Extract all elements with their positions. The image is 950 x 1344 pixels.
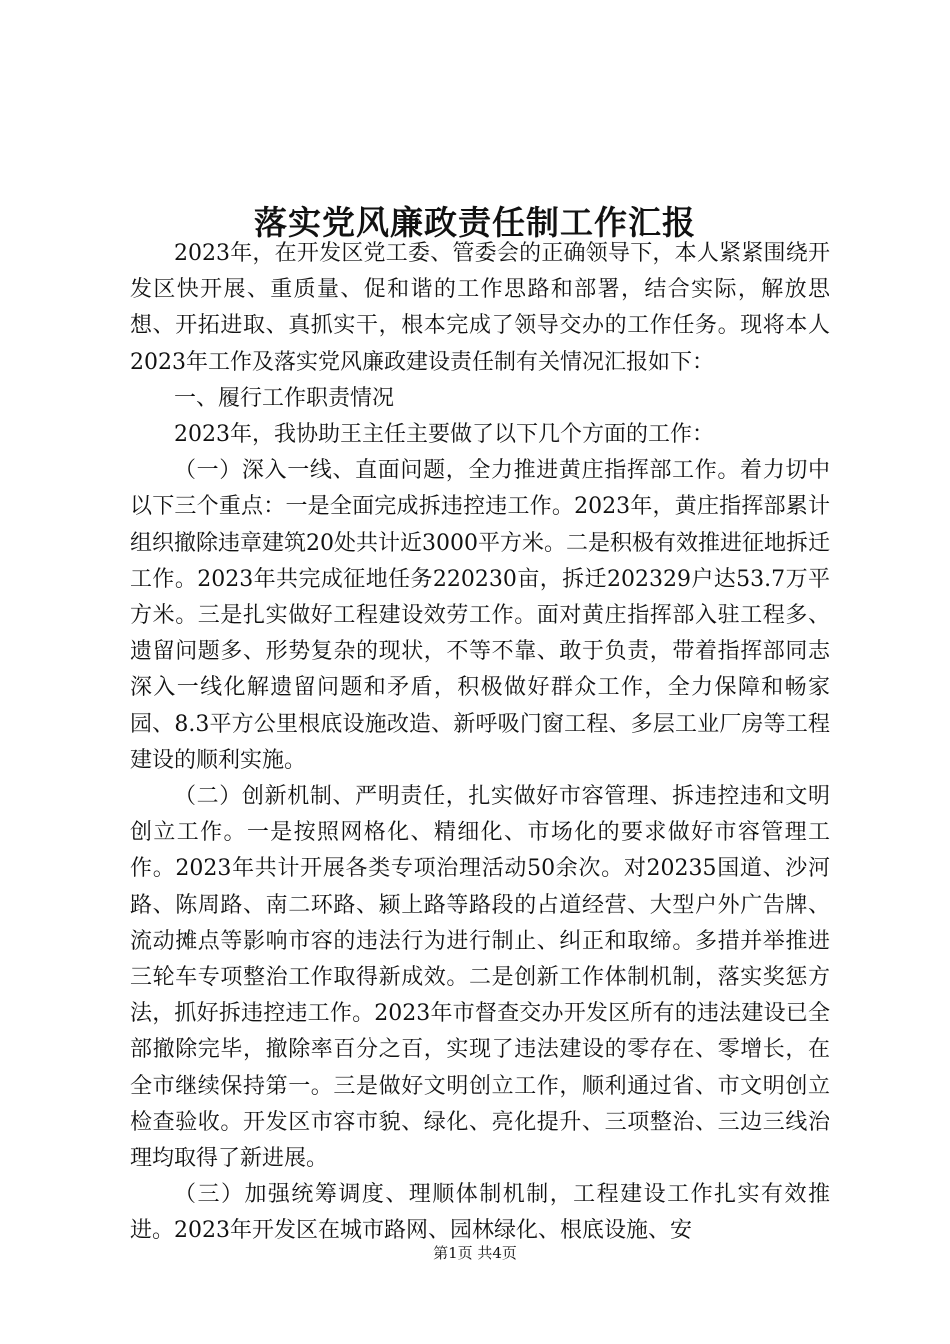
paragraph-intro: 2023年，在开发区党工委、管委会的正确领导下，本人紧紧围绕开发区快开展、重质量、促和谐的工作思路和部署，结合实际，解放思想、开拓进取、真抓实干，根本完成了领导交办的工作任务。现将本人2023年工作及落实党风廉政建设责任制有关情况汇报如下： (130, 241, 830, 375)
page-footer: 第1页 共4页 (433, 1244, 517, 1262)
section-heading-duties: 一、履行工作职责情况 (174, 385, 395, 411)
paragraph-item-2: （二）创新机制、严明责任，扎实做好市容管理、拆违控违和文明创立工作。一是按照网格化、精细化、市场化的要求做好市容管理工作。2023年共计开展各类专项治理活动50余次。对20235国道、沙河路、陈周路、南二环路、颍上路等路段的占道经营、大型户外广告牌、流动摊点等影响市容的违法行为进行制止、纠正和取缔。多措并举推进三轮车专项整治工作取得新成效。二是创新工作体制机制，落实奖惩方法，抓好拆违控违工作。2023年市督查交办开发区所有的违法建设已全部撤除完毕，撤除率百分之百，实现了违法建设的零存在、零增长，在全市继续保持第一。三是做好文明创立工作，顺利通过省、市文明创立检查验收。开发区市容市貌、绿化、亮化提升、三项整治、三边三线治理均取得了新进展。 (130, 784, 830, 1172)
paragraph-item-1: （一）深入一线、直面问题，全力推进黄庄指挥部工作。着力切中以下三个重点：一是全面完成拆违控违工作。2023年，黄庄指挥部累计组织撤除违章建筑20处共计近3000平方米。二是积极有效推进征地拆迁工作。2023年共完成征地任务220230亩，拆迁202329户达53.7万平方米。三是扎实做好工程建设效劳工作。面对黄庄指挥部入驻工程多、遗留问题多、形势复杂的现状，不等不靠、敢于负责，带着指挥部同志深入一线化解遗留问题和矛盾，积极做好群众工作，全力保障和畅家园、8.3平方公里根底设施改造、新呼吸门窗工程、多层工业厂房等工程建设的顺利实施。 (130, 458, 830, 773)
document-body (130, 236, 830, 1250)
document-title: 落实党风廉政责任制工作汇报 (254, 203, 696, 243)
paragraph-work-overview: 2023年，我协助王主任主要做了以下几个方面的工作： (174, 422, 714, 448)
paragraph-item-3: （三）加强统筹调度、理顺体制机制，工程建设工作扎实有效推进。2023年开发区在城市路网、园林绿化、根底设施、安 (130, 1182, 830, 1244)
